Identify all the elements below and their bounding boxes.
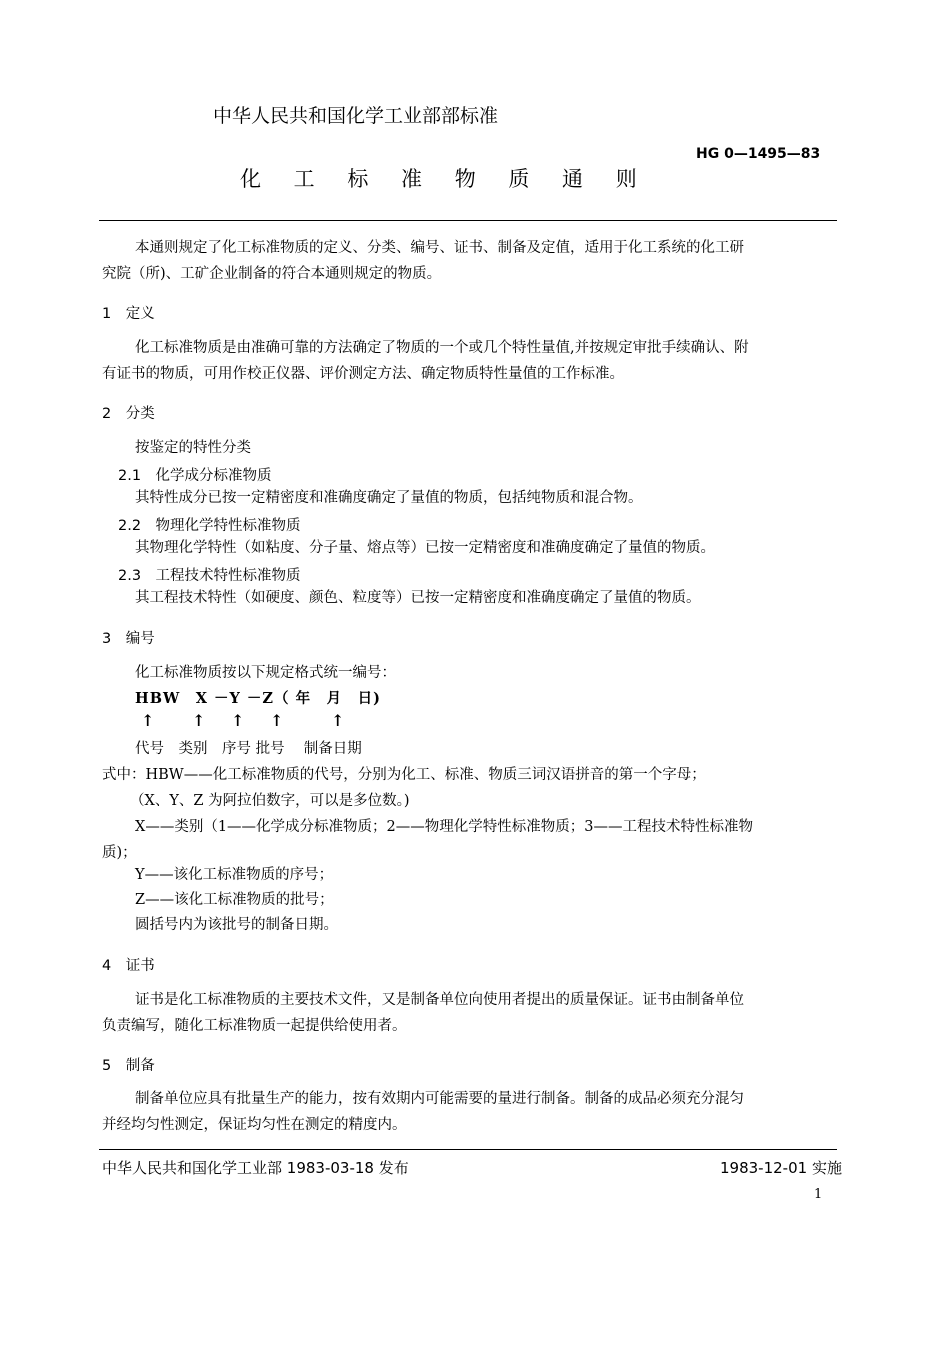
intro-line-1: 本通则规定了化工标准物质的定义、分类、编号、证书、制备及定值，适用于化工系统的化工研 — [135, 240, 744, 256]
section-5-line-2: 并经均匀性测定，保证均匀性在测定的精度内。 — [102, 1117, 407, 1133]
definition-z: Z——该化工标准物质的批号； — [135, 892, 334, 908]
arrow-up-icon: ↑ — [141, 711, 155, 730]
section-2-1-text: 其特性成分已按一定精密度和准确度确定了量值的物质，包括纯物质和混合物。 — [135, 490, 643, 506]
issue-date: 中华人民共和国化学工业部 1983-03-18 发布 — [102, 1159, 409, 1177]
section-2-2-heading: 2.2 物理化学特性标准物质 — [118, 518, 301, 534]
section-2-1-heading: 2.1 化学成分标准物质 — [118, 468, 272, 484]
section-3-heading: 3 编号 — [102, 631, 155, 647]
section-2-3-text: 其工程技术特性（如硬度、颜色、粒度等）已按一定精密度和准确度确定了量值的物质。 — [135, 590, 701, 606]
section-5-heading: 5 制备 — [102, 1058, 155, 1074]
arrow-up-icon: ↑ — [231, 711, 245, 730]
section-2-2-text: 其物理化学特性（如粘度、分子量、熔点等）已按一定精密度和准确度确定了量值的物质。 — [135, 540, 715, 556]
intro-line-2: 究院（所)、工矿企业制备的符合本通则规定的物质。 — [102, 266, 442, 282]
arrow-up-icon: ↑ — [192, 711, 206, 730]
standard-code: HG 0—1495—83 — [696, 146, 821, 162]
section-2-intro: 按鉴定的特性分类 — [135, 440, 251, 456]
section-2-heading: 2 分类 — [102, 406, 155, 422]
definition-hbw: 式中：HBW——化工标准物质的代号，分别为化工、标准、物质三词汉语拼音的第一个字母； — [102, 767, 706, 783]
format-labels: 代号 类别 序号 批号 制备日期 — [135, 741, 362, 757]
issuing-authority: 中华人民共和国化学工业部部标准 — [213, 105, 499, 127]
section-4-heading: 4 证书 — [102, 958, 155, 974]
footer-divider — [99, 1149, 837, 1150]
definition-x-line-1: X——类别（1——化学成分标准物质；2——物理化学特性标准物质；3——工程技术特性标准物 — [135, 819, 753, 835]
section-1-line-1: 化工标准物质是由准确可靠的方法确定了物质的一个或几个特性量值,并按规定审批手续确认、附 — [135, 340, 749, 356]
section-2-3-heading: 2.3 工程技术特性标准物质 — [118, 568, 301, 584]
definition-x-line-2: 质)； — [102, 845, 137, 861]
definition-date: 圆括号内为该批号的制备日期。 — [135, 917, 338, 933]
effective-date: 1983-12-01 实施 — [720, 1159, 842, 1177]
section-1-line-2: 有证书的物质，可用作校正仪器、评价测定方法、确定物质特性量值的工作标准。 — [102, 366, 624, 382]
section-4-line-1: 证书是化工标准物质的主要技术文件，又是制备单位向使用者提出的质量保证。证书由制备单位 — [135, 992, 744, 1008]
arrow-up-icon: ↑ — [331, 711, 345, 730]
definition-y: Y——该化工标准物质的序号； — [135, 867, 334, 883]
definition-xyz-note: （X、Y、Z 为阿拉伯数字，可以是多位数。) — [130, 793, 410, 809]
page-number: 1 — [814, 1187, 823, 1202]
document-title: 化 工 标 准 物 质 通 则 — [240, 167, 650, 191]
section-1-heading: 1 定义 — [102, 306, 155, 322]
section-4-line-2: 负责编写，随化工标准物质一起提供给使用者。 — [102, 1018, 407, 1034]
section-5-line-1: 制备单位应具有批量生产的能力，按有效期内可能需要的量进行制备。制备的成品必须充分混匀 — [135, 1091, 744, 1107]
arrow-up-icon: ↑ — [270, 711, 284, 730]
section-3-intro: 化工标准物质按以下规定格式统一编号： — [135, 665, 396, 681]
header-divider — [99, 220, 837, 221]
numbering-format: HBW X －Y －Z（ 年 月 日) — [135, 690, 381, 707]
